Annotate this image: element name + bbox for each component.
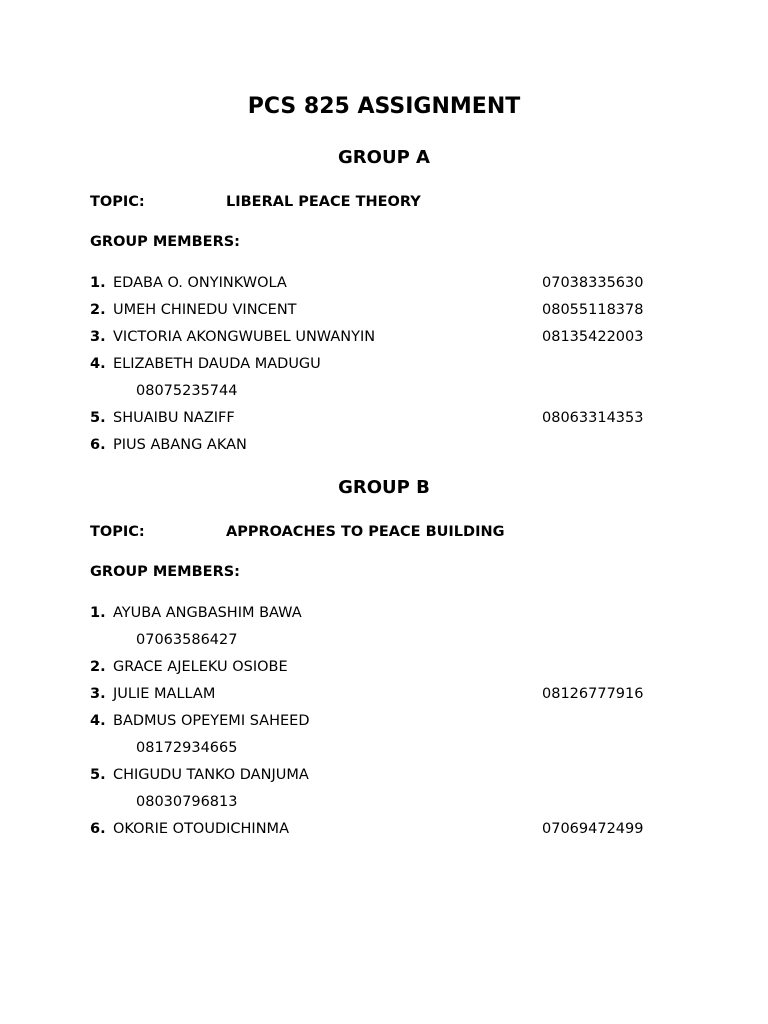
group-b-member-list — [90, 603, 690, 846]
group-b-topic-label: TOPIC: — [90, 524, 145, 540]
member-name: ELIZABETH DAUDA MADUGU — [113, 356, 321, 372]
member-phone: 08126777916 — [542, 686, 644, 702]
member-number: 3. — [90, 329, 106, 345]
member-phone: 07063586427 — [136, 632, 238, 648]
member-row — [90, 684, 690, 711]
group-a-topic-label: TOPIC: — [90, 194, 145, 210]
member-row — [90, 603, 690, 657]
member-name: JULIE MALLAM — [113, 686, 216, 702]
member-number: 6. — [90, 821, 106, 837]
member-number: 2. — [90, 659, 106, 675]
member-row — [90, 657, 690, 684]
member-name: SHUAIBU NAZIFF — [113, 410, 235, 426]
group-a-member-list — [90, 273, 690, 462]
group-a-topic-value: LIBERAL PEACE THEORY — [226, 194, 421, 210]
member-row — [90, 354, 690, 408]
member-number: 1. — [90, 605, 106, 621]
member-row — [90, 300, 690, 327]
member-phone: 07038335630 — [542, 275, 644, 291]
document-title: PCS 825 ASSIGNMENT — [247, 94, 521, 119]
member-phone: 08063314353 — [542, 410, 644, 426]
member-phone: 08135422003 — [542, 329, 644, 345]
member-phone: 07069472499 — [542, 821, 644, 837]
member-number: 3. — [90, 686, 106, 702]
group-a-members-label: GROUP MEMBERS: — [90, 234, 240, 250]
member-number: 2. — [90, 302, 106, 318]
member-name: VICTORIA AKONGWUBEL UNWANYIN — [113, 329, 376, 345]
group-b-heading: GROUP B — [338, 477, 430, 498]
member-phone: 08030796813 — [136, 794, 238, 810]
group-b-topic-value: APPROACHES TO PEACE BUILDING — [226, 524, 505, 540]
member-row — [90, 327, 690, 354]
member-phone: 08055118378 — [542, 302, 644, 318]
member-number: 4. — [90, 713, 106, 729]
member-number: 5. — [90, 767, 106, 783]
member-name: BADMUS OPEYEMI SAHEED — [113, 713, 310, 729]
member-phone: 08172934665 — [136, 740, 238, 756]
member-row — [90, 273, 690, 300]
member-row — [90, 819, 690, 846]
member-name: PIUS ABANG AKAN — [113, 437, 247, 453]
member-name: EDABA O. ONYINKWOLA — [113, 275, 287, 291]
member-number: 1. — [90, 275, 106, 291]
member-name: UMEH CHINEDU VINCENT — [113, 302, 297, 318]
member-number: 5. — [90, 410, 106, 426]
member-name: OKORIE OTOUDICHINMA — [113, 821, 289, 837]
member-name: AYUBA ANGBASHIM BAWA — [113, 605, 302, 621]
member-row — [90, 765, 690, 819]
member-phone: 08075235744 — [136, 383, 238, 399]
member-number: 6. — [90, 437, 106, 453]
member-name: GRACE AJELEKU OSIOBE — [113, 659, 288, 675]
group-a-heading: GROUP A — [338, 147, 430, 168]
member-row — [90, 711, 690, 765]
member-name: CHIGUDU TANKO DANJUMA — [113, 767, 309, 783]
member-number: 4. — [90, 356, 106, 372]
member-row — [90, 408, 690, 435]
member-row — [90, 435, 690, 462]
group-b-members-label: GROUP MEMBERS: — [90, 564, 240, 580]
